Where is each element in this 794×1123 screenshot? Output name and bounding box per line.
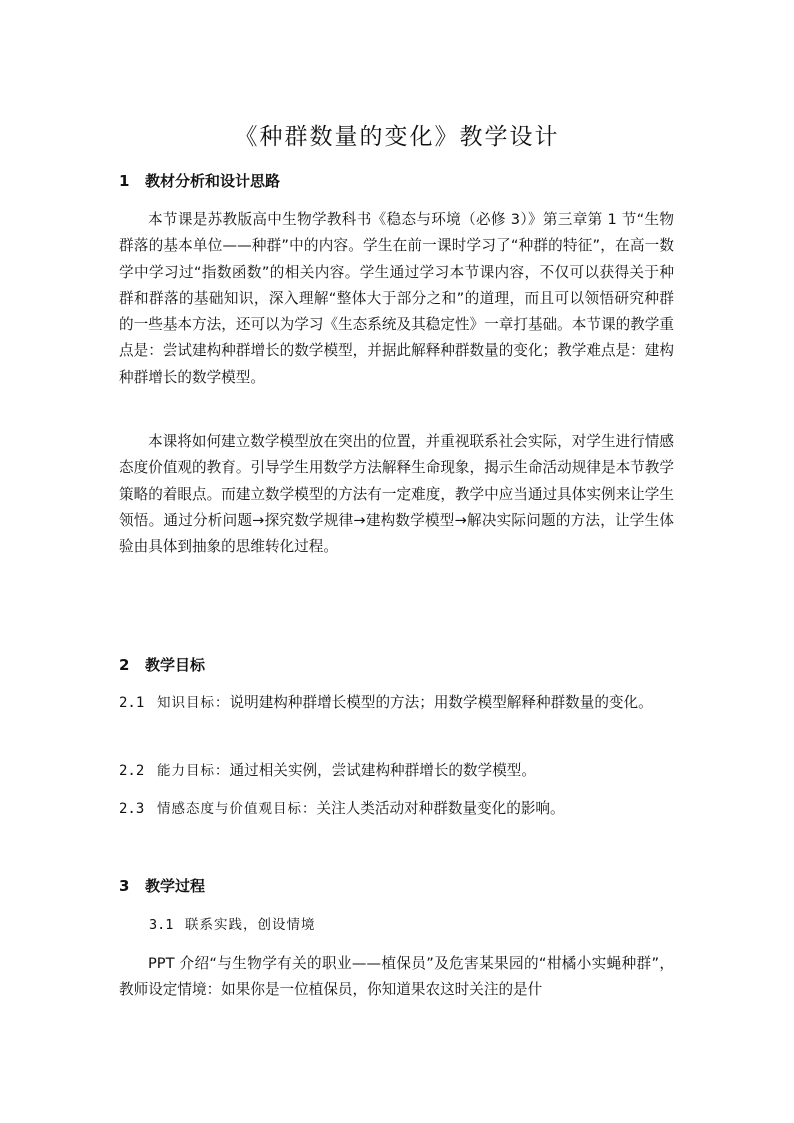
section-1-heading xyxy=(119,170,280,191)
goal-ability xyxy=(119,758,679,784)
subsection-title: 联系实践，创设情境 xyxy=(185,917,316,933)
section-3-paragraph: PPT 介绍“与生物学有关的职业——植保员”及危害某果园的“柑橘小实蝇种群”，教师设定情境：如果你是一位植保员，你知道果农这时关注的是什 xyxy=(119,955,674,999)
goal-knowledge xyxy=(119,690,679,716)
goal-number: 2.2 xyxy=(119,763,145,779)
subsection-3-1-heading xyxy=(149,913,316,933)
goal-label: 情感态度与价值观目标： xyxy=(157,801,317,817)
goal-number: 2.1 xyxy=(119,695,145,711)
goal-label: 能力目标： xyxy=(157,763,230,779)
section-title: 教学过程 xyxy=(145,877,206,895)
document-title: 《种群数量的变化》教学设计 xyxy=(234,124,560,150)
section-number: 1 xyxy=(119,172,130,190)
section-number: 2 xyxy=(119,656,130,674)
section-title: 教学目标 xyxy=(145,656,206,674)
section-number: 3 xyxy=(119,877,130,895)
goal-text: 通过相关实例，尝试建构种群增长的数学模型。 xyxy=(229,762,536,779)
section-2-heading xyxy=(119,654,205,675)
section-1-paragraph-2: 本课将如何建立数学模型放在突出的位置，并重视联系社会实际，对学生进行情感态度价值观的教育。引导学生用数学方法解释生命现象，揭示生命活动规律是本节教学策略的着眼点。而建立数学模型的方法有一定难度，教学中应当通过具体实例来让学生领悟。通过分析问题→探究数学规律→建构数学模型→解决实际问题的方法，让学生体验由具体到抽象的思维转化过程。 xyxy=(119,433,674,556)
goal-text: 关注人类活动对种群数量变化的影响。 xyxy=(316,800,565,817)
section-title: 教材分析和设计思路 xyxy=(145,172,281,190)
section-3-heading xyxy=(119,875,205,896)
goal-number: 2.3 xyxy=(119,801,145,817)
goal-text: 说明建构种群增长模型的方法；用数学模型解释种群数量的变化。 xyxy=(229,694,653,711)
section-1-paragraph-1: 本节课是苏教版高中生物学教科书《稳态与环境（必修 3）》第三章第 1 节“生物群落的基本单位——种群”中的内容。学生在前一课时学习了“种群的特征”，在高一数学中学习过“指数函数”的相关内容。学生通过学习本节课内容，不仅可以获得关于种群和群落的基础知识，深入理解“整体大于部分之和”的道理，而且可以领悟研究种群的一些基本方法，还可以为学习《生态系统及其稳定性》一章打基础。本节课的教学重点是：尝试建构种群增长的数学模型，并据此解释种群数量的变化；教学难点是：建构种群增长的数学模型。 xyxy=(119,211,674,386)
goal-label: 知识目标： xyxy=(157,695,230,711)
goal-attitude xyxy=(119,796,679,822)
subsection-number: 3.1 xyxy=(149,917,174,933)
